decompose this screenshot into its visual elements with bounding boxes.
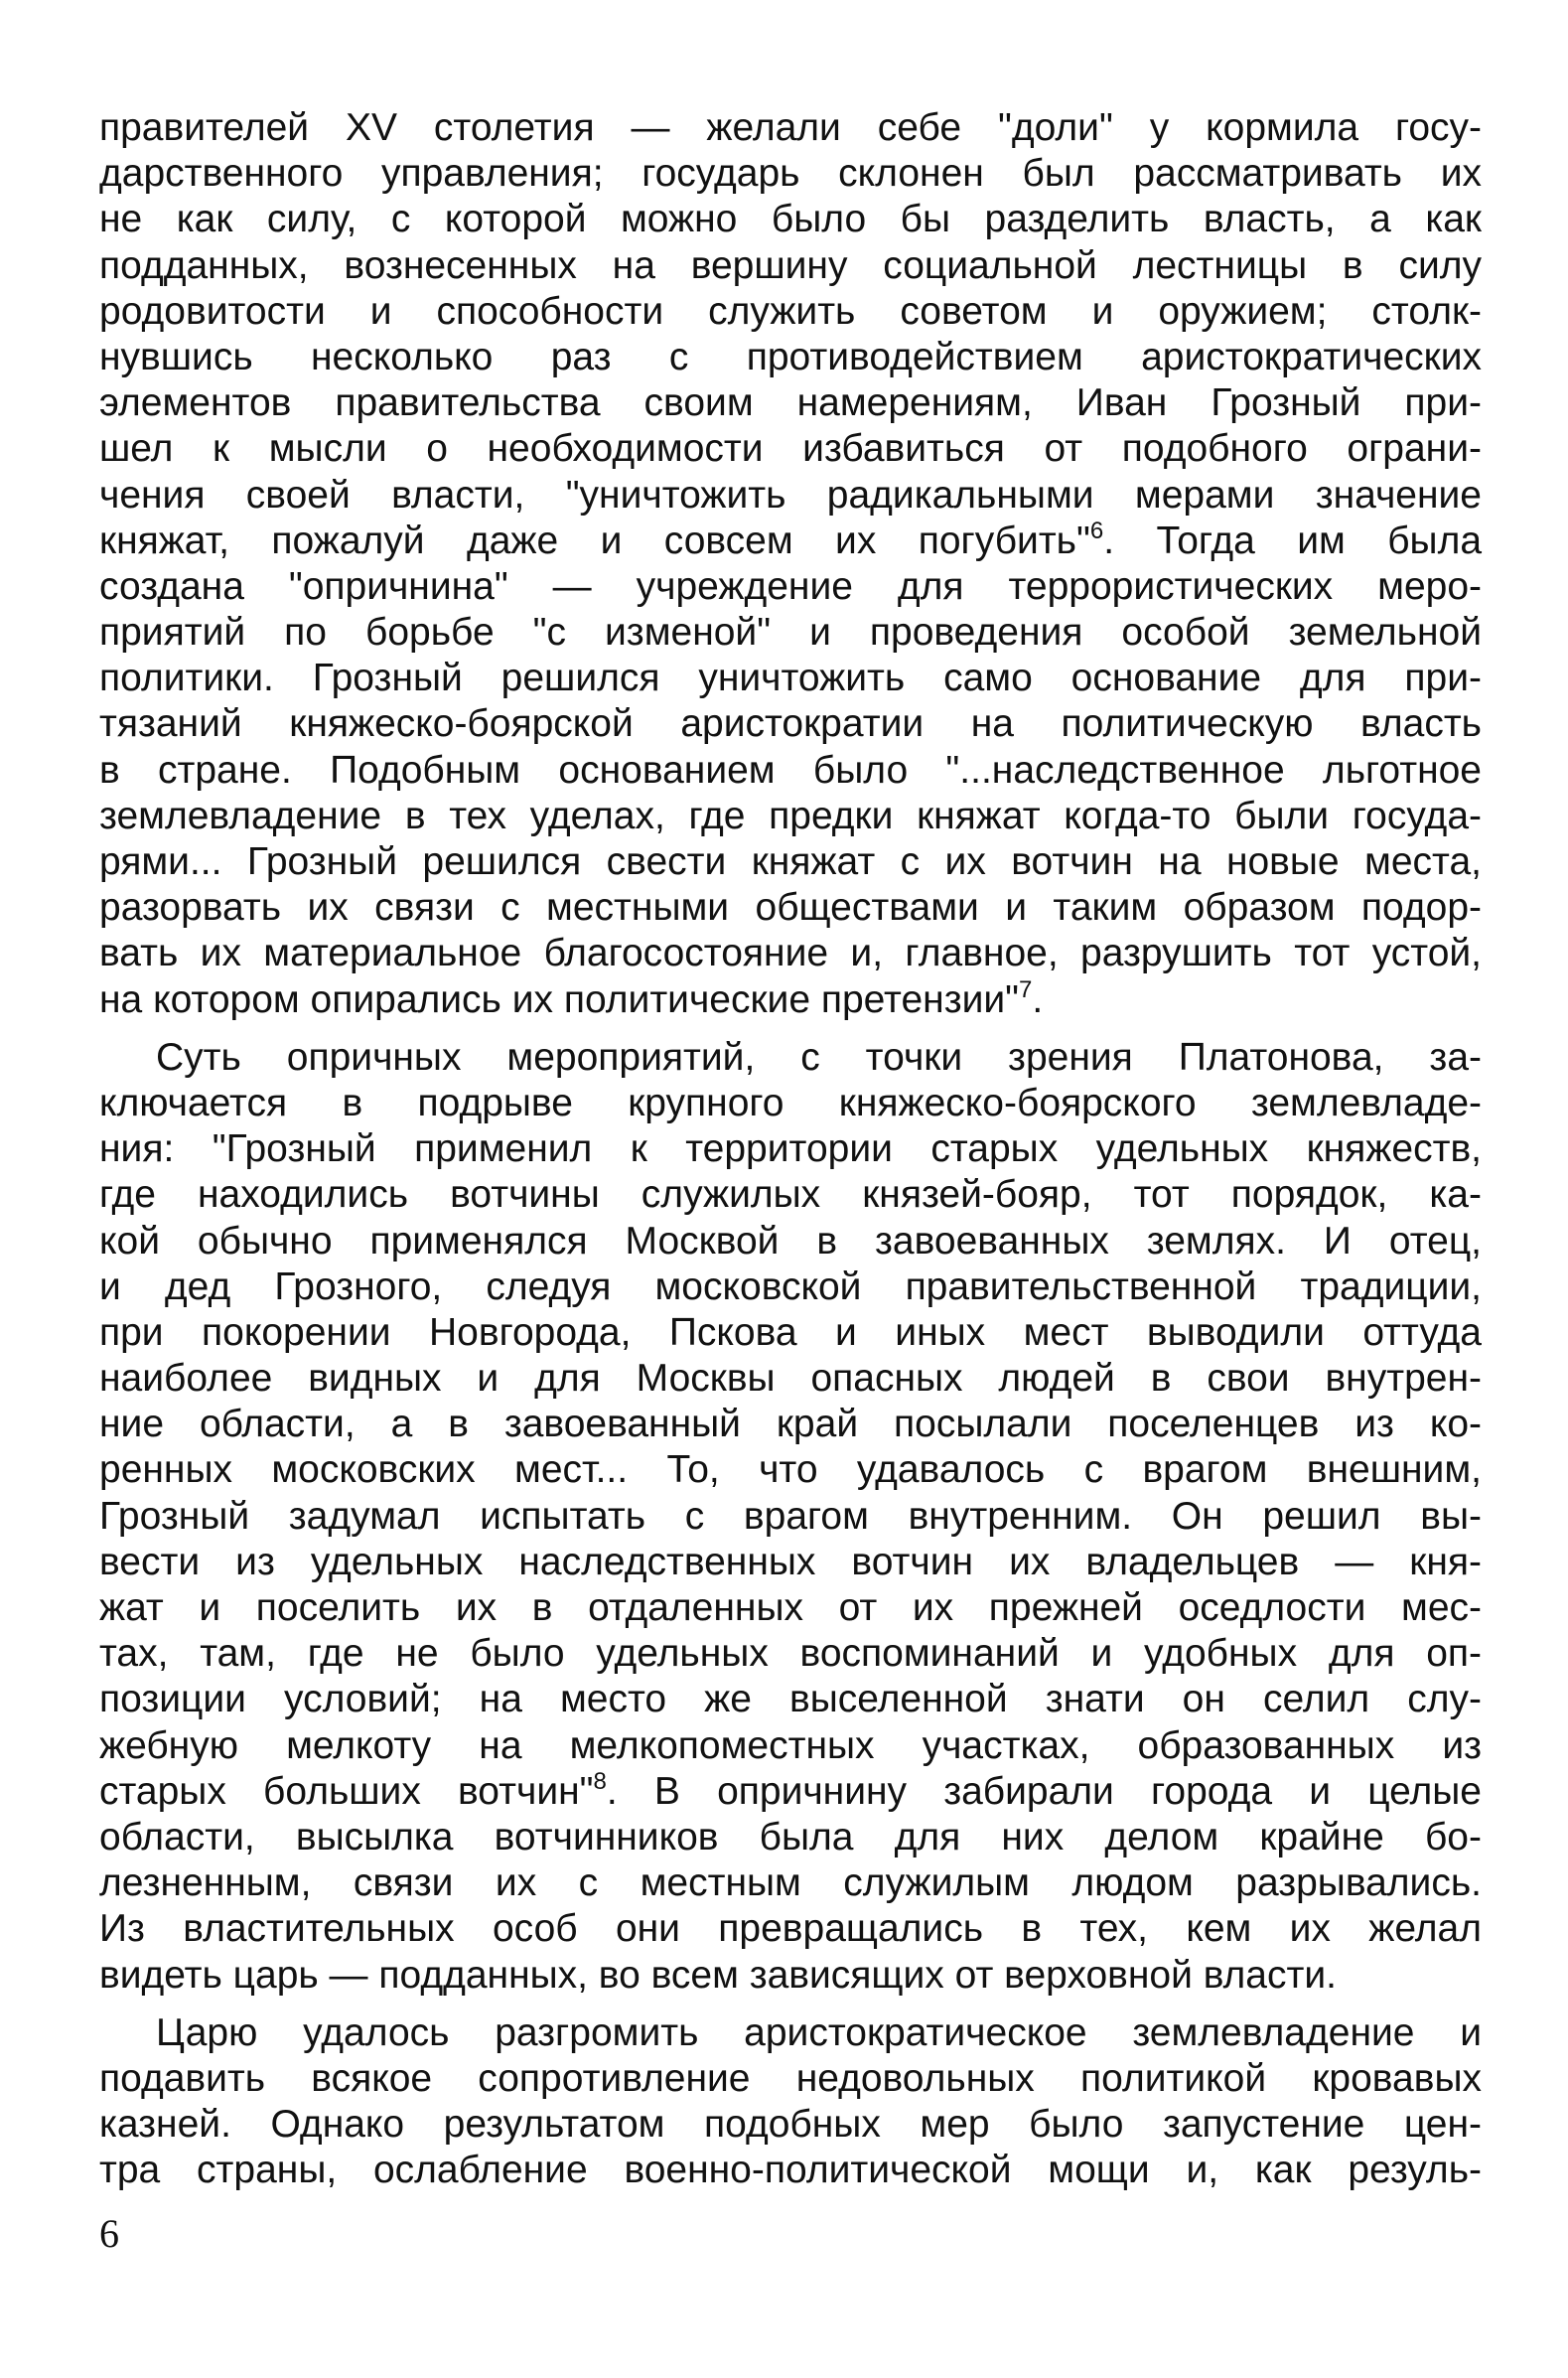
text-line: лезненным, связи их с местным служилым людом разрывались. [99,1861,1482,1905]
text-fragment: . Тогда им была [1103,519,1483,562]
text-line: и дед Грозного, следуя московской правительственной традиции, [99,1264,1482,1308]
footnote-marker: 7 [1019,975,1033,1003]
text-line: области, высылка вотчинников была для них делом крайне бо- [99,1815,1482,1858]
text-line: шел к мысли о необходимости избавиться от подобного ограни- [99,427,1482,471]
text-fragment: на котором опирались их политические претензии" [99,977,1020,1021]
text-line: тах, там, где не было удельных воспоминаний и удобных для оп- [99,1632,1482,1676]
text-line: в стране. Подобным основанием было "...наследственное льготное [99,748,1482,792]
footnote-marker: 8 [593,1767,607,1795]
text-line: видеть царь — подданных, во всем зависящих от верховной власти. [99,1953,1337,1997]
text-line: разорвать их связи с местными обществами и таким образом подор- [99,886,1482,930]
text-line: родовитости и способности служить советом и оружием; столк- [99,289,1482,333]
text-line [99,519,1482,564]
text-line: создана "опричнина" — учреждение для террористических меро- [99,564,1482,608]
text-line: тра страны, ослабление военно-политической мощи и, как резуль- [99,2149,1482,2192]
text-line: ключается в подрыве крупного княжеско-боярского землевладе- [99,1081,1482,1124]
text-line: где находились вотчины служилых князей-бояр, тот порядок, ка- [99,1173,1482,1217]
text-line: Из властительных особ они превращались в тех, кем их желал [99,1907,1482,1951]
text-line: приятий по борьбе "с изменой" и проведения особой земельной [99,611,1482,655]
footnote-marker: 6 [1089,517,1104,544]
text-line: наиболее видных и для Москвы опасных людей в свои внутрен- [99,1357,1482,1401]
text-line: кой обычно применялся Москвой в завоеванных землях. И отец, [99,1219,1482,1263]
text-line: Царю удалось разгромить аристократическое землевладение и [156,2010,1482,2054]
text-line: вать их материальное благосостояние и, главное, разрушить тот устой, [99,932,1482,975]
text-line: жат и поселить их в отдаленных от их прежней оседлости мес- [99,1586,1482,1629]
text-line: правителей XV столетия — желали себе "доли" у кормила госу- [99,106,1482,149]
paragraph-2 [99,1035,1482,1999]
text-fragment: . В опричнину забирали города и целые [606,1769,1482,1813]
text-line: подавить всякое сопротивление недовольных политикой кровавых [99,2056,1482,2100]
text-fragment: старых больших вотчин" [99,1769,594,1813]
text-line: землевладение в тех уделах, где предки княжат когда-то были госуда- [99,794,1482,837]
page-text [99,105,1482,2193]
text-line [99,1769,1482,1815]
paragraph-1 [99,105,1482,1023]
text-line: рями... Грозный решился свести княжат с их вотчин на новые места, [99,840,1482,883]
paragraph-3 [99,2010,1482,2194]
text-line: ренных московских мест... То, что удавалось с врагом внешним, [99,1448,1482,1492]
text-line: вести из удельных наследственных вотчин их владельцев — кня- [99,1540,1482,1583]
text-line [99,977,1482,1023]
text-line: позиции условий; на место же выселенной знати он селил слу- [99,1678,1482,1721]
text-line: не как силу, с которой можно было бы разделить власть, а как [99,198,1482,241]
text-line: Суть опричных мероприятий, с точки зрения Платонова, за- [156,1035,1482,1079]
text-line: чения своей власти, "уничтожить радикальными мерами значение [99,473,1482,517]
text-line: нувшись несколько раз с противодействием аристократических [99,335,1482,378]
text-line: жебную мелкоту на мелкопоместных участках, образованных из [99,1723,1482,1767]
text-line: тязаний княжеско-боярской аристократии на политическую власть [99,702,1482,746]
text-fragment: княжат, пожалуй даже и совсем их погубить" [99,519,1090,562]
text-line: ния: "Грозный применил к территории старых удельных княжеств, [99,1127,1482,1171]
text-line: подданных, вознесенных на вершину социальной лестницы в силу [99,243,1482,287]
text-line: элементов правительства своим намерениям, Иван Грозный при- [99,381,1482,425]
text-line: дарственного управления; государь склонен был рассматривать их [99,152,1482,196]
text-fragment: . [1032,977,1044,1021]
text-line: Грозный задумал испытать с врагом внутренним. Он решил вы- [99,1494,1482,1538]
text-line: политики. Грозный решился уничтожить само основание для при- [99,657,1482,700]
text-line: ние области, а в завоеванный край посылали поселенцев из ко- [99,1403,1482,1446]
page-number: 6 [99,2211,119,2256]
text-line: при покорении Новгорода, Пскова и иных мест выводили оттуда [99,1310,1482,1354]
text-line: казней. Однако результатом подобных мер было запустение цен- [99,2103,1482,2147]
